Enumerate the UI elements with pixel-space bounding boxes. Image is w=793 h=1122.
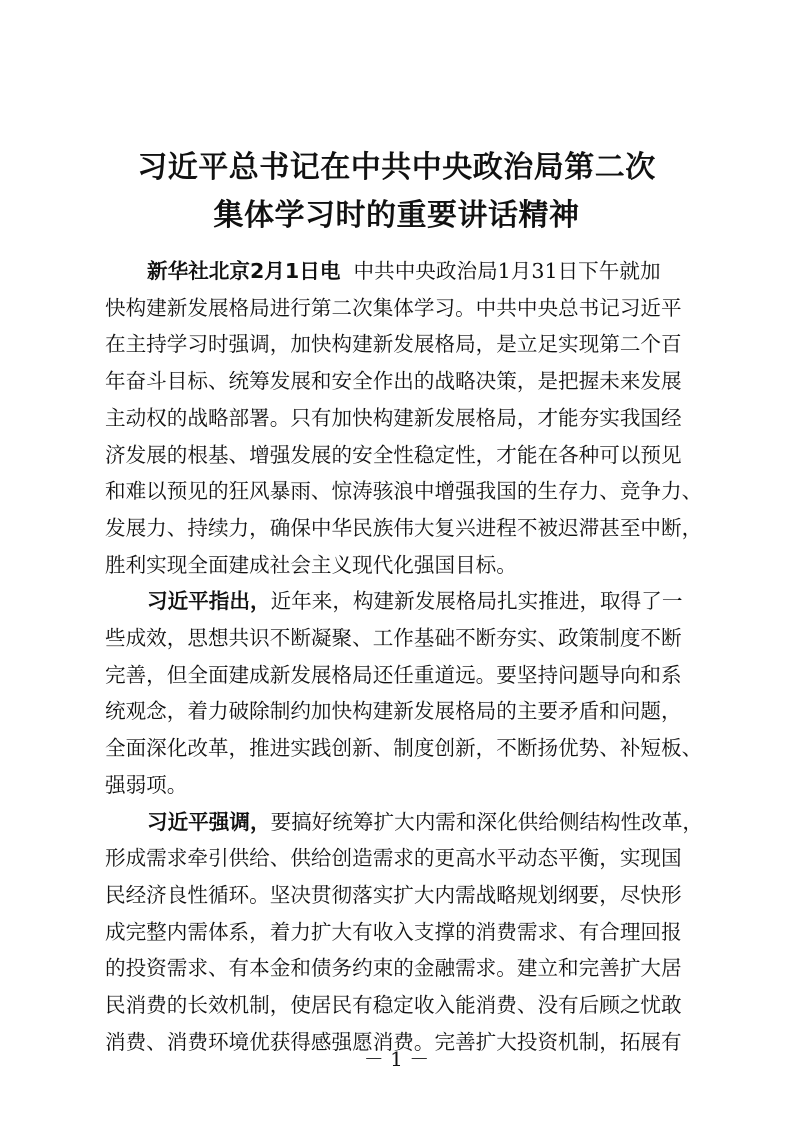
paragraph-2: [105, 583, 717, 803]
paragraph-line: 形成需求牵引供给、供给创造需求的更高水平动态平衡，实现国: [105, 846, 682, 871]
page-number: － 1 －: [363, 1047, 430, 1071]
paragraph-line: 发展力、持续力，确保中华民族伟大复兴进程不被迟滞甚至中断，: [105, 515, 703, 540]
paragraph-line: 民消费的长效机制，使居民有稳定收入能消费、没有后顾之忧敢: [105, 993, 682, 1018]
paragraph-line: 成完整内需体系，着力扩大有收入支撑的消费需求、有合理回报: [105, 919, 682, 944]
paragraph-line: 全面深化改革，推进实践创新、制度创新，不断扬优势、补短板、: [105, 736, 703, 761]
paragraph-text: 要搞好统筹扩大内需和深化供给侧结构性改革，: [270, 809, 704, 834]
paragraph-line: 快构建新发展格局进行第二次集体学习。中共中央总书记习近平: [105, 295, 682, 320]
paragraph-1: [105, 253, 717, 583]
title-line: 集体学习时的重要讲话精神: [213, 198, 580, 233]
paragraph-line: [105, 804, 717, 841]
paragraph-3: [105, 804, 717, 1061]
paragraph-line: 民经济良性循环。坚决贯彻落实扩大内需战略规划纲要，尽快形: [105, 882, 682, 907]
paragraph-line: 年奋斗目标、统筹发展和安全作出的战略决策，是把握未来发展: [105, 369, 682, 394]
title-line: 习近平总书记在中共中央政治局第二次: [137, 150, 656, 185]
paragraph-lead: 习近平指出，: [147, 589, 271, 614]
paragraph-lead: 新华社北京2月1日电: [147, 259, 341, 283]
paragraph-line: [105, 253, 717, 290]
paragraph-line: [105, 583, 717, 620]
paragraph-line: 的投资需求、有本金和债务约束的金融需求。建立和完善扩大居: [105, 956, 682, 981]
paragraph-line: 和难以预见的狂风暴雨、惊涛骇浪中增强我国的生存力、竞争力、: [105, 479, 703, 504]
paragraph-line: 主动权的战略部署。只有加快构建新发展格局，才能夯实我国经: [105, 405, 682, 430]
paragraph-line: 强弱项。: [105, 772, 188, 797]
paragraph-line: 些成效，思想共识不断凝聚、工作基础不断夯实、政策制度不断: [105, 626, 682, 651]
paragraph-line: 完善，但全面建成新发展格局还任重道远。要坚持问题导向和系: [105, 662, 682, 687]
paragraph-line: 在主持学习时强调，加快构建新发展格局，是立足实现第二个百: [105, 332, 682, 357]
paragraph-line: 统观念，着力破除制约加快构建新发展格局的主要矛盾和问题，: [105, 699, 682, 724]
document-title: [80, 144, 713, 240]
paragraph-text: 近年来，构建新发展格局扎实推进，取得了一: [270, 589, 683, 614]
paragraph-line: 消费、消费环境优获得感强愿消费。完善扩大投资机制，拓展有: [105, 1029, 682, 1054]
paragraph-lead: 习近平强调，: [147, 809, 271, 834]
paragraph-line: 济发展的根基、增强发展的安全性稳定性，才能在各种可以预见: [105, 442, 682, 467]
document-body: [105, 253, 717, 1060]
paragraph-line: 胜利实现全面建成社会主义现代化强国目标。: [105, 552, 517, 577]
paragraph-text: 中共中央政治局1月31日下午就加: [340, 259, 661, 283]
